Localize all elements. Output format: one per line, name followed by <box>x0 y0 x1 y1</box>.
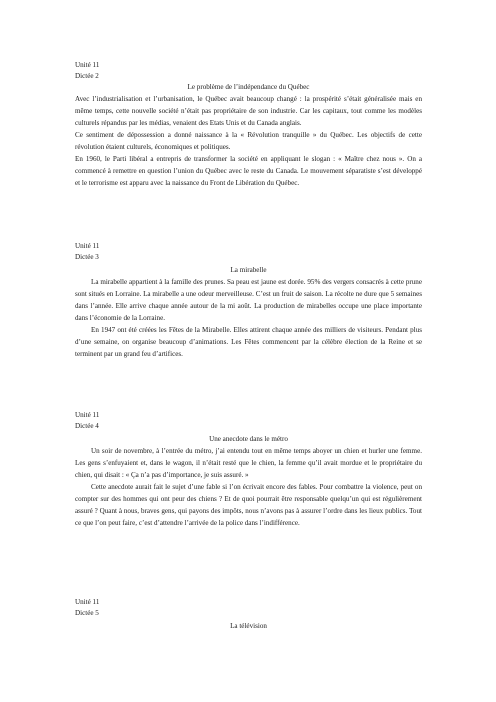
section-title: La mirabelle <box>230 266 267 274</box>
dictee-label: Dictée 2 <box>75 72 99 80</box>
paragraph: En 1947 ont été créées les Fêtes de la Mirabelle. Elles attirent chaque année des milliers de visiteurs. Pendant plus d’une semaine, on organise beaucoup d’animations. Les Fêtes commencent par la célèbre élection de la Reine et se terminent par un grand feu d’artifices. <box>75 326 422 358</box>
section-title: La télévision <box>230 622 267 630</box>
paragraph: Avec l’industrialisation et l’urbanisation, le Québec avait beaucoup changé : la prospérité s’était généralisée mais en même temps, cette nouvelle société n’était pas propriétaire de son industrie. Car les capitaux, tout comme les modèles culturels répandus par les médias, venaient des Etats Unis et du Canada anglais. <box>75 95 422 127</box>
section-title: Une anecdote dans le métro <box>209 435 288 443</box>
dictee-label: Dictée 3 <box>75 253 99 261</box>
paragraph: Ce sentiment de dépossession a donné naissance à la « Révolution tranquille » du Québec. Les objectifs de cette révolution étaient culturels, économiques et politiques. <box>75 131 422 151</box>
section-dictee-3 <box>75 241 422 360</box>
unit-label: Unité 11 <box>75 598 100 606</box>
section-title: Le problème de l’indépendance du Québec <box>187 83 310 91</box>
unit-label: Unité 11 <box>75 242 100 250</box>
dictee-label: Dictée 4 <box>75 422 99 430</box>
unit-label: Unité 11 <box>75 411 100 419</box>
section-dictee-2 <box>75 60 422 189</box>
paragraph: Cette anecdote aurait fait le sujet d’une fable si l’on écrivait encore des fables. Pour combattre la violence, peut on compter sur des hommes qui ont peur des chiens ? Et de quoi pourrait être responsable quelqu’un qui est régulièrement assuré ? Quant à nous, braves gens, qui payons des impôts, nous n’avons pas à assurer l’ordre dans les lieux publics. Tout ce que l’on peut faire, c’est d’attendre l’arrivée de la police dans l’indifférence. <box>75 483 422 527</box>
section-dictee-5 <box>75 597 422 632</box>
dictee-label: Dictée 5 <box>75 609 99 617</box>
section-dictee-4 <box>75 410 422 529</box>
paragraph: La mirabelle appartient à la famille des prunes. Sa peau est jaune est dorée. 95% des vergers consacrés à cette prune sont situés en Lorraine. La mirabelle a une odeur merveilleuse. C’est un fruit de saison. La récolte ne dure que 5 semaines dans l’année. Elle arrive chaque année autour de la mi août. La production de mirabelles occupe une place importante dans l’économie de la Lorraine. <box>75 278 422 322</box>
unit-label: Unité 11 <box>75 61 100 69</box>
paragraph: Un soir de novembre, à l’entrée du métro, j’ai entendu tout en même temps aboyer un chien et hurler une femme. Les gens s’enfuyaient et, dans le wagon, il n’était resté que le chien, la femme qu’il avait mordue et le propriétaire du chien, qui disait : « Ça n’a pas d’importance, je suis assuré. » <box>75 447 422 479</box>
paragraph: En 1960, le Parti libéral a entrepris de transformer la société en appliquant le slogan : « Maître chez nous ». On a commencé à remettre en question l’union du Québec avec le reste du Canada. Le mouvement séparatiste s’est développé et le terrorisme est apparu avec la naissance du Front de Libération du Québec. <box>75 155 422 187</box>
